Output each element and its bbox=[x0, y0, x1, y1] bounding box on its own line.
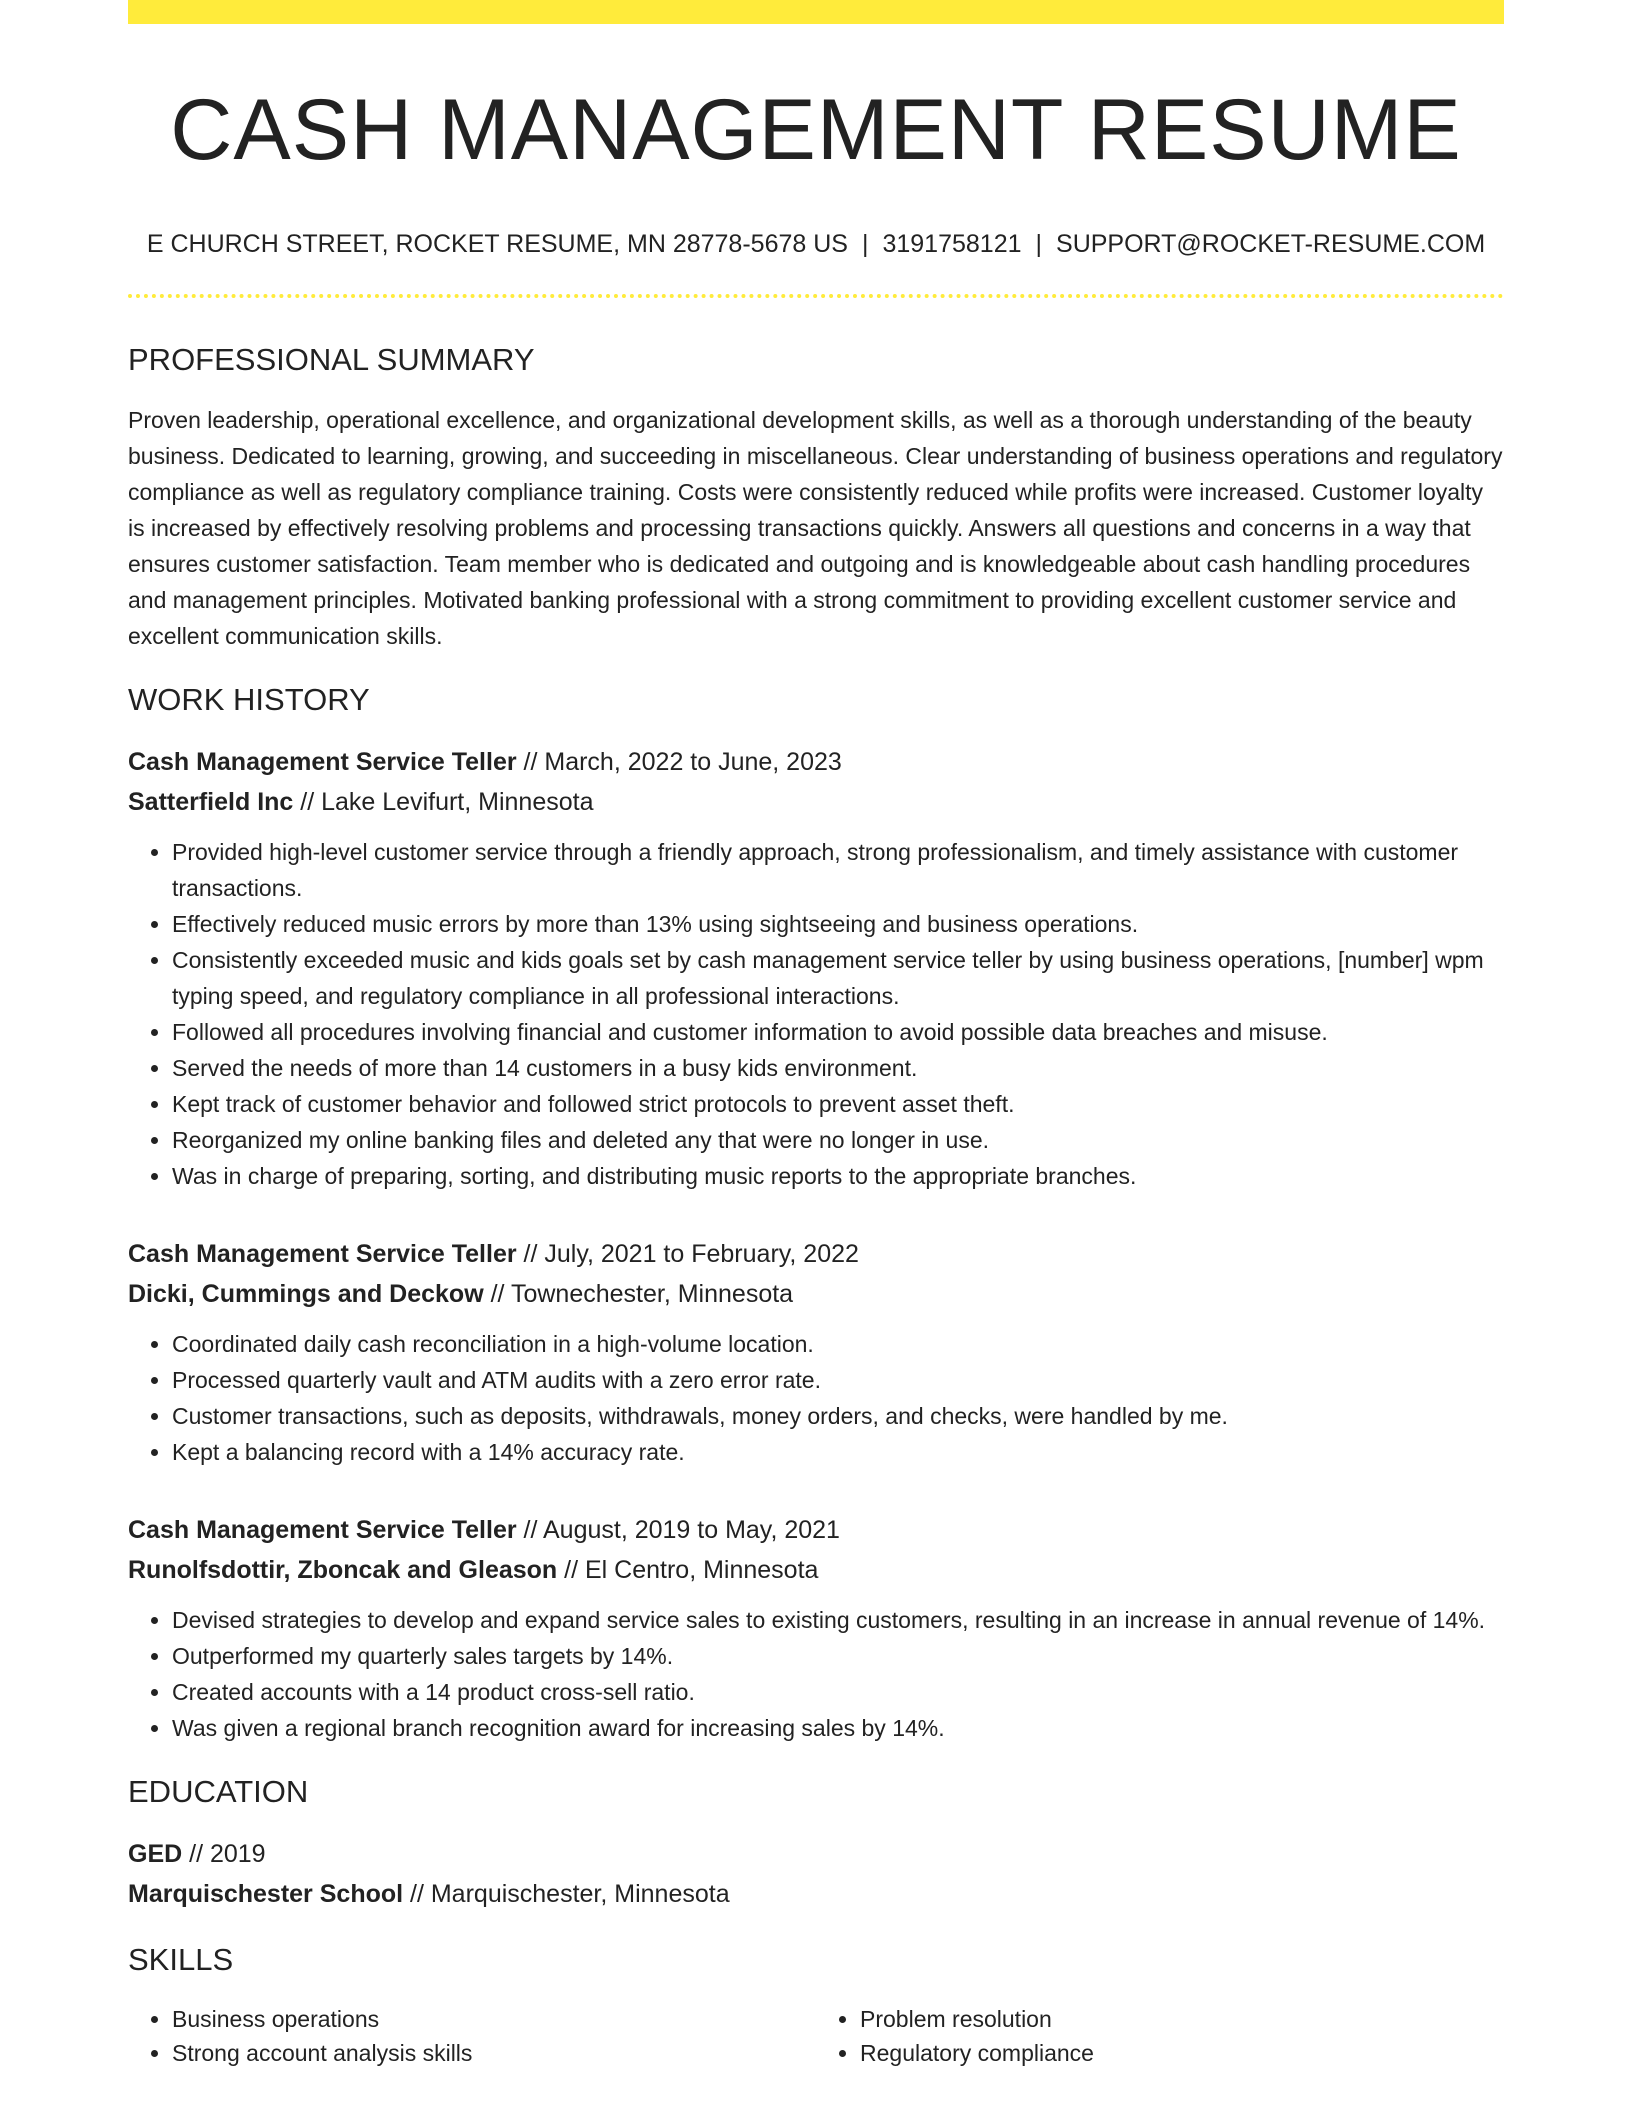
resume-content bbox=[128, 0, 1504, 2070]
education-degree-line bbox=[128, 1834, 1504, 1874]
summary-heading: PROFESSIONAL SUMMARY bbox=[128, 342, 535, 377]
contact-address: E CHURCH STREET, ROCKET RESUME, MN 28778-5678 US bbox=[146, 230, 848, 258]
skills-list bbox=[128, 2002, 1504, 2070]
job-bullet: • Devised strategies to develop and expand service sales to existing customers, resulting in an increase in annual revenue of 14%. bbox=[172, 1602, 1504, 1638]
skill-item: • Problem resolution bbox=[860, 2002, 1504, 2036]
job-bullet: • Created accounts with a 14 product cross-sell ratio. bbox=[172, 1674, 1504, 1710]
education-school-line bbox=[128, 1874, 1504, 1914]
dotted-divider bbox=[128, 294, 1504, 298]
job-bullet: • Provided high-level customer service through a friendly approach, strong professionalism, and timely assistance with customer transactions. bbox=[172, 834, 1504, 906]
job-bullets bbox=[128, 1326, 1504, 1470]
work-history-heading: WORK HISTORY bbox=[128, 682, 370, 717]
job-bullet: • Served the needs of more than 14 customers in a busy kids environment. bbox=[172, 1050, 1504, 1086]
skill-item: • Business operations bbox=[172, 2002, 816, 2036]
job-entry bbox=[128, 742, 1504, 1194]
education-entry bbox=[128, 1834, 1504, 1914]
job-position: Cash Management Service Teller bbox=[128, 1240, 517, 1268]
job-company-line bbox=[128, 1550, 1504, 1590]
contact-separator: | bbox=[861, 230, 869, 258]
skills-heading: SKILLS bbox=[128, 1942, 234, 1977]
job-bullet: • Effectively reduced music errors by more than 13% using sightseeing and business operations. bbox=[172, 906, 1504, 942]
job-location: // El Centro, Minnesota bbox=[557, 1556, 819, 1584]
job-position: Cash Management Service Teller bbox=[128, 1516, 517, 1544]
job-bullet: • Was given a regional branch recognition award for increasing sales by 14%. bbox=[172, 1710, 1504, 1746]
job-entry bbox=[128, 1234, 1504, 1470]
job-company-line bbox=[128, 1274, 1504, 1314]
job-bullet: • Was in charge of preparing, sorting, and distributing music reports to the appropriate branches. bbox=[172, 1158, 1504, 1194]
education-location: // Marquischester, Minnesota bbox=[403, 1880, 730, 1908]
job-location: // Townechester, Minnesota bbox=[483, 1280, 794, 1308]
education-year: // 2019 bbox=[182, 1840, 266, 1868]
job-entry bbox=[128, 1510, 1504, 1746]
contact-phone: 3191758121 bbox=[882, 230, 1022, 258]
job-title-line bbox=[128, 1510, 1504, 1550]
page-title: CASH MANAGEMENT RESUME bbox=[170, 82, 1462, 178]
job-company-line bbox=[128, 782, 1504, 822]
job-bullet: • Customer transactions, such as deposits, withdrawals, money orders, and checks, were handled by me. bbox=[172, 1398, 1504, 1434]
job-company: Runolfsdottir, Zboncak and Gleason bbox=[128, 1556, 558, 1584]
contact-separator: | bbox=[1035, 230, 1043, 258]
job-bullets bbox=[128, 834, 1504, 1194]
job-bullet: • Consistently exceeded music and kids goals set by cash management service teller by using business operations, [number] wpm typing speed, and regulatory compliance in all professional interactions. bbox=[172, 942, 1504, 1014]
job-title-line bbox=[128, 1234, 1504, 1274]
skill-item: • Strong account analysis skills bbox=[172, 2036, 816, 2070]
job-bullet: • Processed quarterly vault and ATM audits with a zero error rate. bbox=[172, 1362, 1504, 1398]
job-company: Dicki, Cummings and Deckow bbox=[128, 1280, 484, 1308]
education-degree: GED bbox=[128, 1840, 183, 1868]
contact-email[interactable]: SUPPORT@ROCKET-RESUME.COM bbox=[1056, 230, 1486, 258]
job-bullets bbox=[128, 1602, 1504, 1746]
summary-text: Proven leadership, operational excellence, and organizational development skills, as well as a thorough understanding of the beauty business. Dedicated to learning, growing, and succeeding in miscellaneous. Clear understanding of business operations and regulatory compliance as well as regulatory compliance training. Costs were consistently reduced while profits were increased. Customer loyalty is increased by effectively resolving problems and processing transactions quickly. Answers all questions and concerns in a way that ensures customer satisfaction. Team member who is dedicated and outgoing and is knowledgeable about cash handling procedures and management principles. Motivated banking professional with a strong commitment to providing excellent customer service and excellent communication skills. bbox=[128, 407, 1503, 649]
job-bullet: • Coordinated daily cash reconciliation in a high-volume location. bbox=[172, 1326, 1504, 1362]
contact-line bbox=[128, 228, 1504, 260]
education-heading: EDUCATION bbox=[128, 1774, 309, 1809]
education-school: Marquischester School bbox=[128, 1880, 404, 1908]
job-bullet: • Kept track of customer behavior and followed strict protocols to prevent asset theft. bbox=[172, 1086, 1504, 1122]
job-title-line bbox=[128, 742, 1504, 782]
job-bullet: • Kept a balancing record with a 14% accuracy rate. bbox=[172, 1434, 1504, 1470]
skills-column-right bbox=[816, 2002, 1504, 2070]
skills-column-left bbox=[128, 2002, 816, 2070]
job-company: Satterfield Inc bbox=[128, 788, 294, 816]
job-position: Cash Management Service Teller bbox=[128, 748, 517, 776]
job-location: // Lake Levifurt, Minnesota bbox=[293, 788, 594, 816]
job-dates: // July, 2021 to February, 2022 bbox=[516, 1240, 859, 1268]
skill-item: • Regulatory compliance bbox=[860, 2036, 1504, 2070]
job-dates: // August, 2019 to May, 2021 bbox=[516, 1516, 840, 1544]
job-bullet: • Outperformed my quarterly sales targets by 14%. bbox=[172, 1638, 1504, 1674]
job-bullet: • Followed all procedures involving financial and customer information to avoid possible data breaches and misuse. bbox=[172, 1014, 1504, 1050]
job-dates: // March, 2022 to June, 2023 bbox=[516, 748, 842, 776]
job-bullet: • Reorganized my online banking files and deleted any that were no longer in use. bbox=[172, 1122, 1504, 1158]
